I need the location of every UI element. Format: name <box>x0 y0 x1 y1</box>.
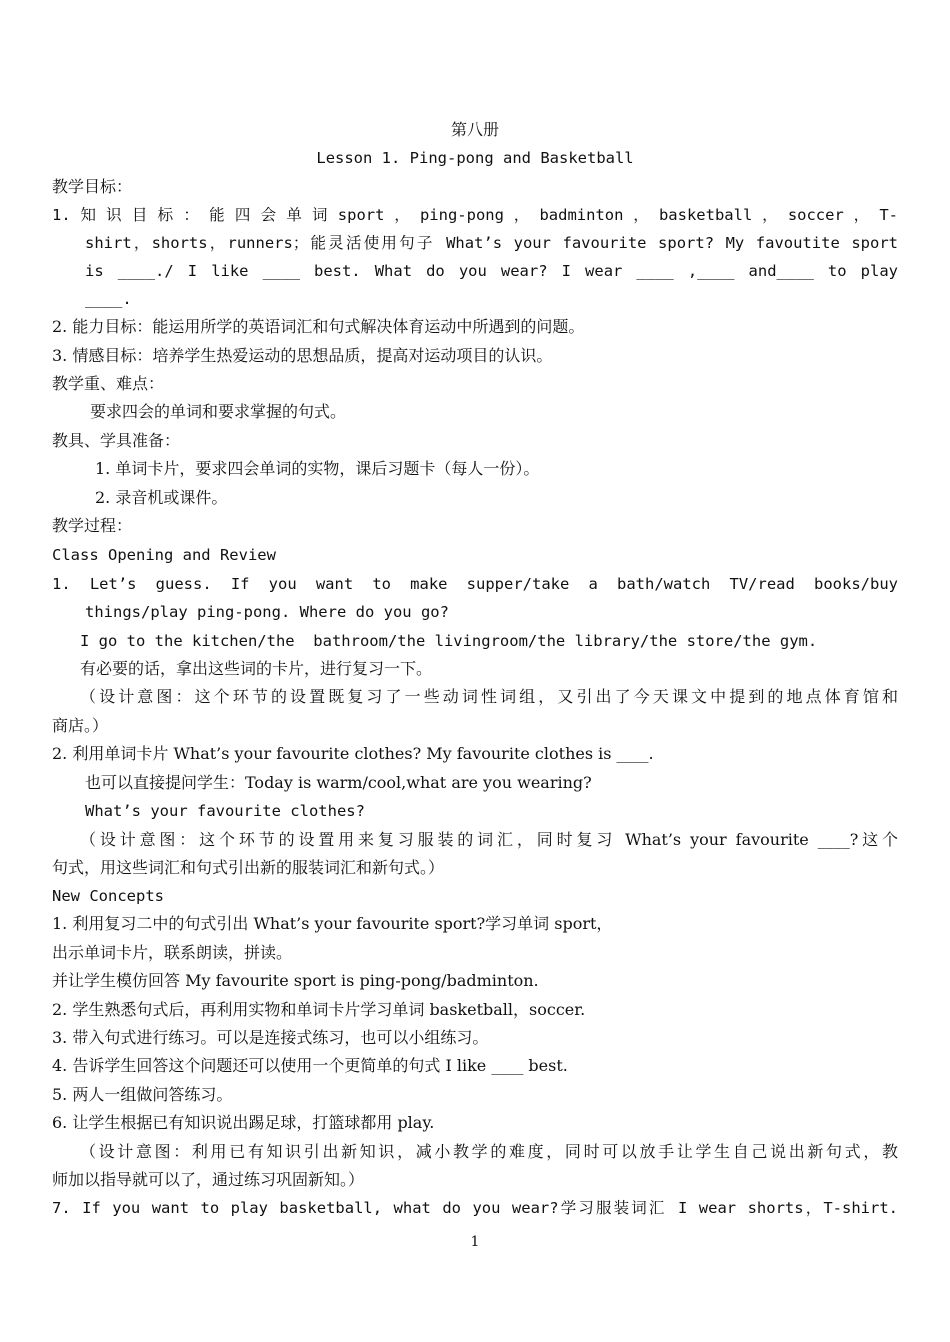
objective-1-line-4: ____. <box>85 290 132 308</box>
materials-item-1: 1. 单词卡片，要求四会单词的实物，课后习题卡（每人一份）。 <box>95 459 540 478</box>
review-1-design-line-2: 商店。） <box>52 716 109 735</box>
new-concepts-4: 4. 告诉学生回答这个问题还可以使用一个更简单的句式 I like ____ best. <box>52 1056 568 1075</box>
objective-1-line-3: is ____./ I like ____ best. What do you wear? I wear ____ ,____ and____ to play <box>85 262 898 280</box>
new-concepts-7: 7. If you want to play basketball, what do you wear?学习服装词汇 I wear shorts，T-shirt. <box>52 1199 898 1217</box>
lesson-title: Lesson 1. Ping-pong and Basketball <box>316 149 634 167</box>
new-concepts-1-line-3: 并让学生模仿回答 My favourite sport is ping-pong/badminton. <box>52 971 539 990</box>
review-2-design-line-1: （设计意图：这个环节的设置用来复习服装的词汇，同时复习 What’s your favourite ____?这个 <box>80 830 898 849</box>
volume-heading: 第八册 <box>450 120 499 139</box>
new-concepts-3: 3. 带入句式进行练习。可以是连接式练习，也可以小组练习。 <box>52 1028 489 1047</box>
key-points-text: 要求四会的单词和要求掌握的句式。 <box>90 402 347 421</box>
review-2-design-line-2: 句式，用这些词汇和句式引出新的服装词汇和新句式。） <box>52 858 445 877</box>
review-1-answer: I go to the kitchen/the bathroom/the livingroom/the library/the store/the gym. <box>80 632 818 650</box>
objective-3: 3. 情感目标：培养学生热爱运动的思想品质，提高对运动项目的认识。 <box>52 346 553 365</box>
section-heading-process: 教学过程： <box>52 516 133 535</box>
subheading-new-concepts: New Concepts <box>52 887 164 905</box>
new-concepts-design-line-1: （设计意图：利用已有知识引出新知识，减小教学的难度，同时可以放手让学生自己说出新句式，教 <box>80 1142 898 1161</box>
review-2-line-3: What’s your favourite clothes? <box>85 802 365 820</box>
new-concepts-5: 5. 两人一组做问答练习。 <box>52 1085 233 1104</box>
section-heading-key-points: 教学重、难点： <box>52 374 165 393</box>
objective-1-line-1: 1. 知 识 目 标 ： 能 四 会 单 词 sport ， ping-pong ， badminton ， basketball ， soccer ， T- <box>52 206 898 224</box>
new-concepts-2: 2. 学生熟悉句式后，再利用实物和单词卡片学习单词 basketball，soccer. <box>52 1000 586 1019</box>
objective-2: 2. 能力目标：能运用所学的英语词汇和句式解决体育运动中所遇到的问题。 <box>52 317 585 336</box>
new-concepts-6: 6. 让学生根据已有知识说出踢足球，打篮球都用 play. <box>52 1113 435 1132</box>
new-concepts-design-line-2: 师加以指导就可以了，通过练习巩固新知。） <box>52 1170 365 1189</box>
review-1-design-line-1: （设计意图：这个环节的设置既复习了一些动词性词组，又引出了今天课文中提到的地点体育馆和 <box>80 687 898 706</box>
subheading-class-opening: Class Opening and Review <box>52 546 276 564</box>
new-concepts-1-line-2: 出示单词卡片，联系朗读，拼读。 <box>52 943 293 962</box>
section-heading-objectives: 教学目标： <box>52 177 133 196</box>
review-1-note: 有必要的话，拿出这些词的卡片，进行复习一下。 <box>80 659 433 678</box>
review-1-line-1: 1. Let’s guess. If you want to make supper/take a bath/watch TV/read books/buy <box>52 575 898 593</box>
objective-1-line-2: shirt，shorts，runners；能灵活使用句子 What’s your favourite sport? My favoutite sport <box>85 234 898 252</box>
page-number: 1 <box>470 1234 480 1250</box>
new-concepts-1-line-1: 1. 利用复习二中的句式引出 What’s your favourite sport?学习单词 sport， <box>52 914 613 933</box>
section-heading-materials: 教具、学具准备： <box>52 431 181 450</box>
review-2-line-1: 2. 利用单词卡片 What’s your favourite clothes? My favourite clothes is ____. <box>52 744 654 763</box>
materials-item-2: 2. 录音机或课件。 <box>95 488 228 507</box>
review-1-line-2: things/play ping-pong. Where do you go? <box>85 603 449 621</box>
review-2-line-2: 也可以直接提问学生：Today is warm/cool,what are you wearing? <box>85 773 592 792</box>
